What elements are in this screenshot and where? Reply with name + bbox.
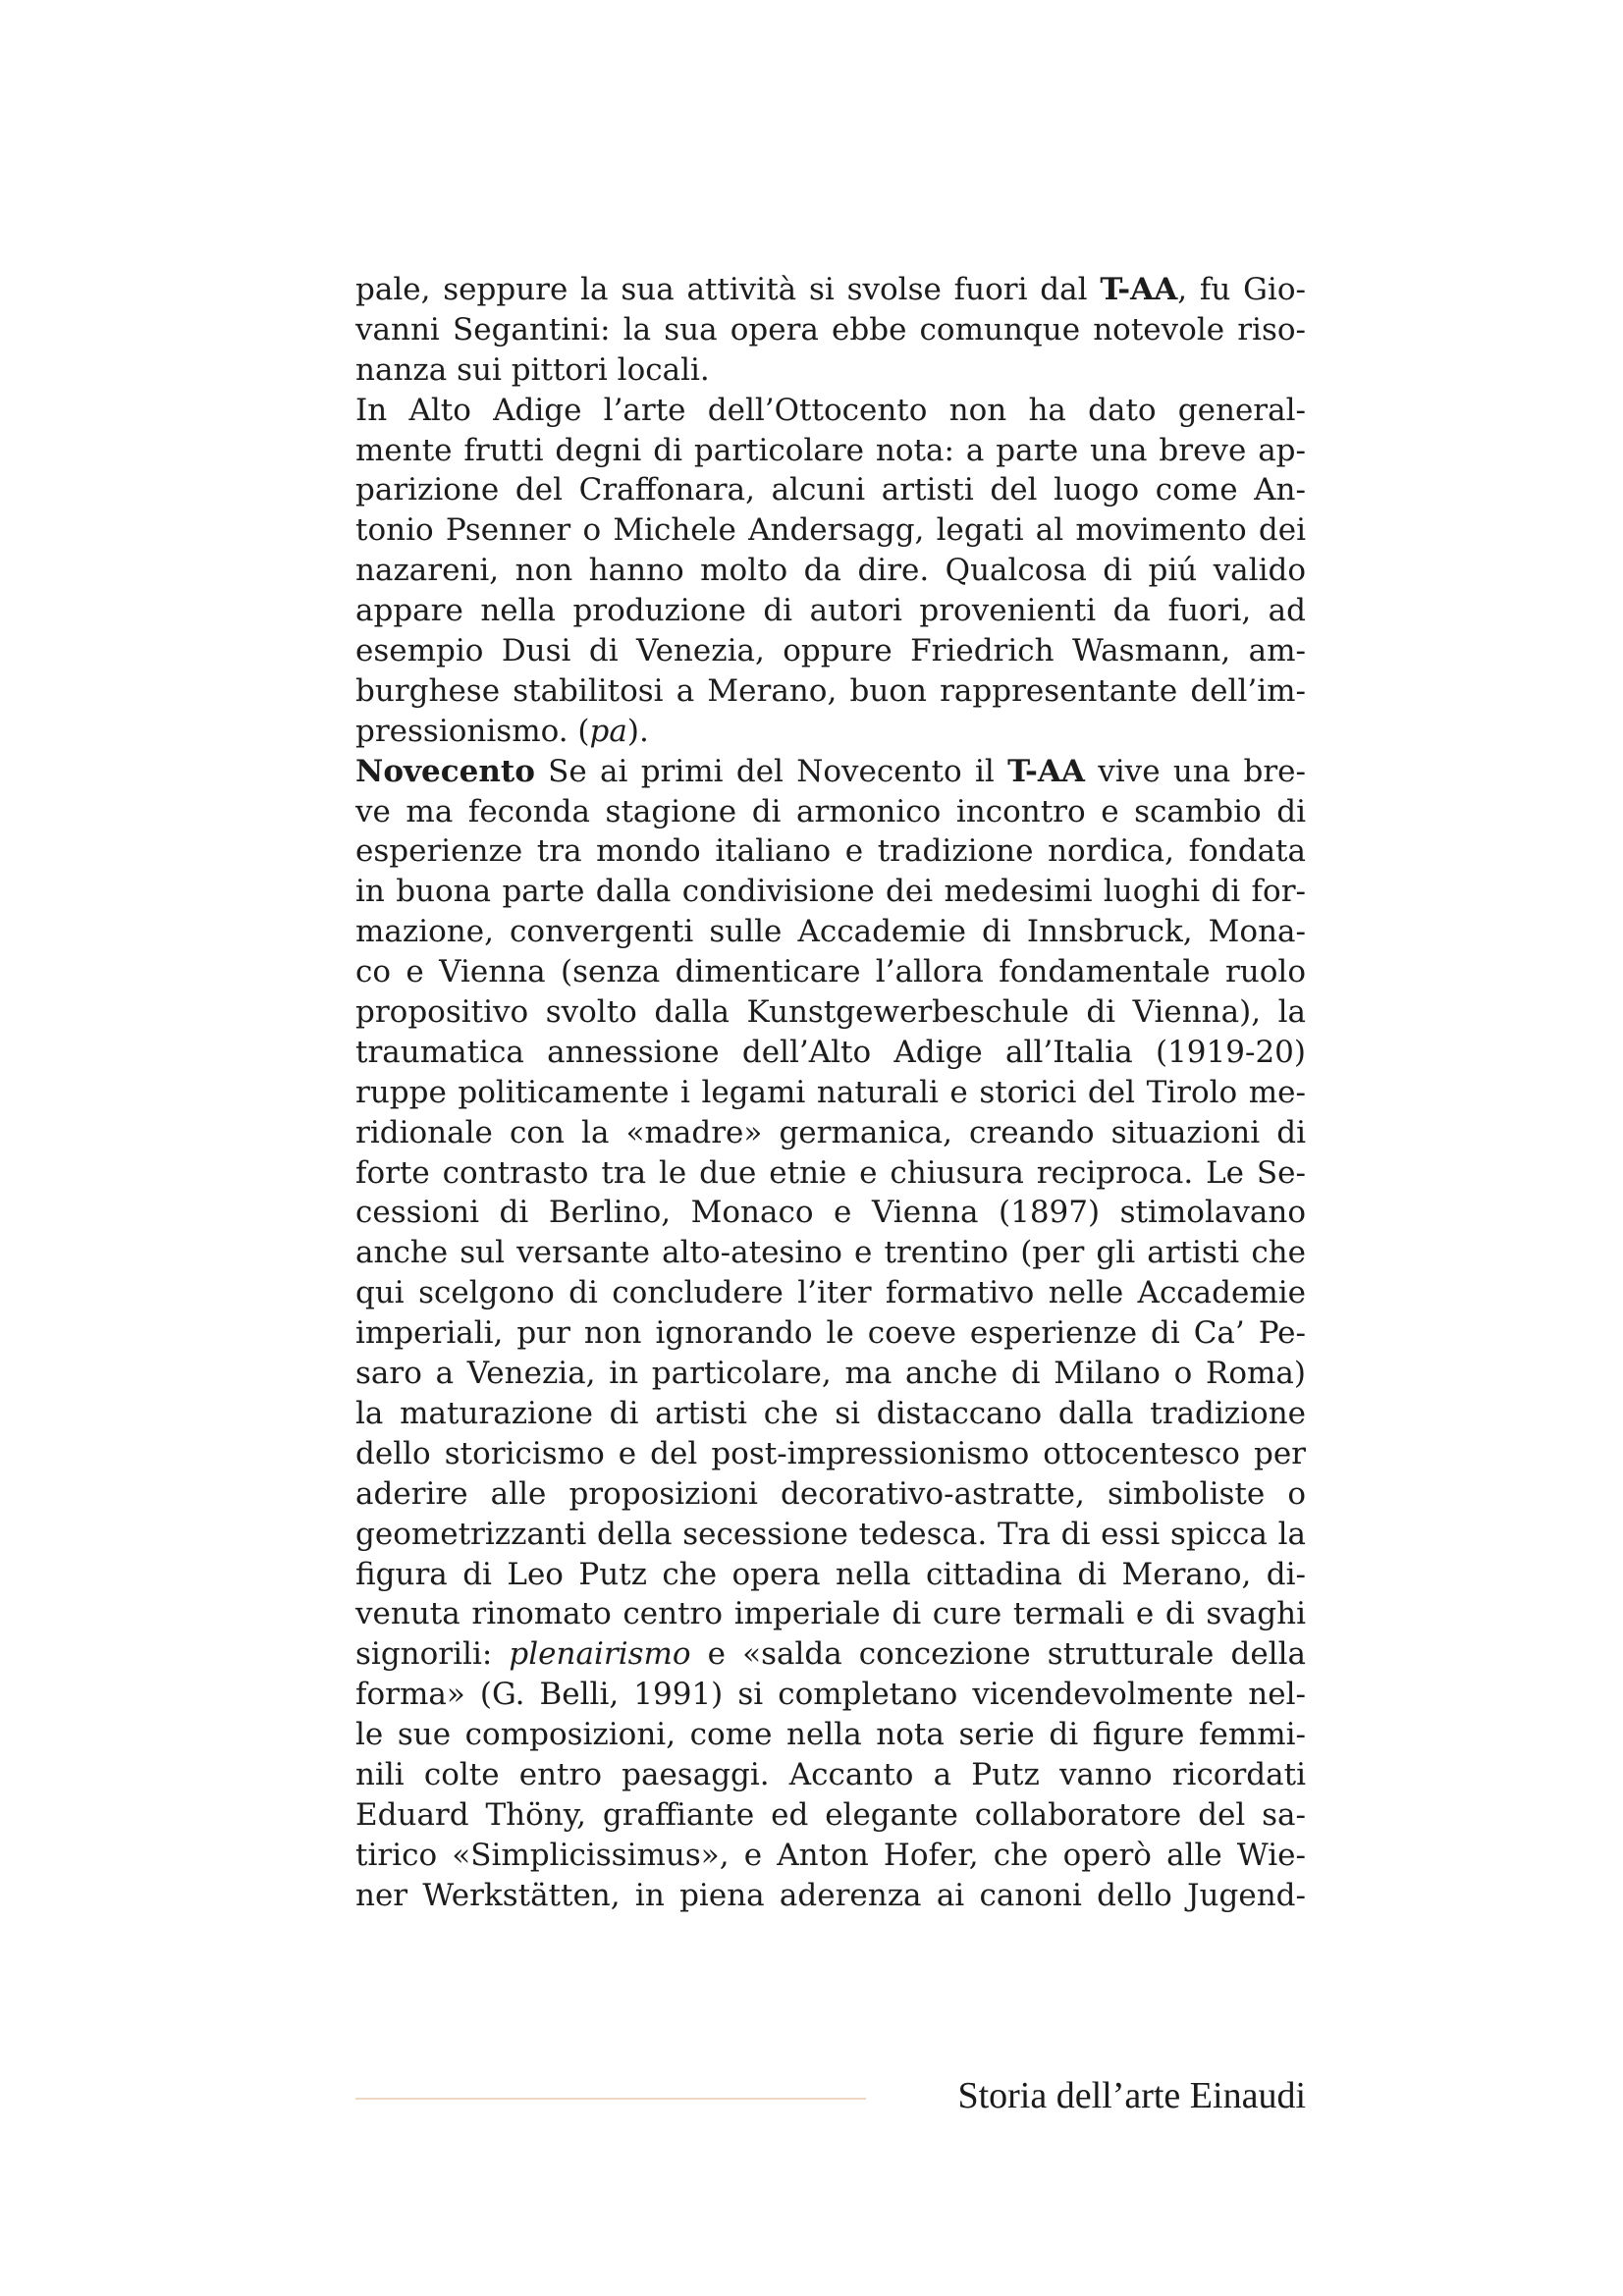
text-line [355, 1313, 1306, 1354]
text-span: , fu Gio- [1177, 272, 1306, 307]
text-span: Novecento [355, 753, 535, 789]
text-line [355, 1233, 1306, 1273]
text-line [355, 1073, 1306, 1113]
text-line [355, 1715, 1306, 1755]
text-span: aderire alle proposizioni decorativo-astratte, simboliste o [355, 1475, 1306, 1512]
text-line [355, 1675, 1306, 1715]
text-line [355, 551, 1306, 591]
text-line [355, 270, 1306, 310]
text-span: nanza sui pittori locali. [355, 351, 710, 388]
text-span: imperiali, pur non ignorando le coeve esperienze di Ca’ Pe- [355, 1315, 1306, 1352]
text-line [355, 1634, 1306, 1675]
text-span: Eduard Thöny, graffiante ed elegante collaboratore del sa- [355, 1796, 1306, 1833]
text-line [355, 792, 1306, 832]
text-line [355, 1876, 1306, 1916]
text-span: pa [589, 713, 627, 749]
text-line [355, 952, 1306, 992]
text-span: signorili: [355, 1636, 510, 1673]
text-span: T-AA [1007, 753, 1085, 789]
text-span: e «salda concezione strutturale della [690, 1636, 1306, 1673]
footer-rule [355, 2098, 866, 2100]
text-span: in buona parte dalla condivisione dei medesimi luoghi di for- [355, 874, 1306, 910]
text-span: Se ai primi del Novecento il [534, 753, 1008, 789]
text-span: figura di Leo Putz che opera nella cittadina di Merano, di- [355, 1556, 1306, 1592]
text-line [355, 1594, 1306, 1634]
text-line [355, 912, 1306, 952]
text-span: ). [626, 713, 649, 749]
text-span: mente frutti degni di particolare nota: a parte una breve ap- [355, 432, 1306, 468]
text-line [355, 1273, 1306, 1313]
footer-title: Storia dell’arte Einaudi [957, 2075, 1306, 2116]
text-line [355, 992, 1306, 1033]
text-span: ve ma feconda stagione di armonico incontro e scambio di [355, 793, 1306, 829]
text-span: vive una bre- [1084, 753, 1306, 789]
text-span: propositivo svolto dalla Kunstgewerbeschule di Vienna), la [355, 994, 1306, 1031]
text-span: qui scelgono di concludere l’iter formativo nelle Accademie [355, 1275, 1306, 1311]
text-span: burghese stabilitosi a Merano, buon rappresentante dell’im- [355, 672, 1306, 709]
text-line [355, 1515, 1306, 1555]
text-span: anche sul versante alto-atesino e trentino (per gli artisti che [355, 1235, 1306, 1271]
text-span: ruppe politicamente i legami naturali e storici del Tirolo me- [355, 1074, 1306, 1110]
text-line [355, 350, 1306, 391]
text-span: esempio Dusi di Venezia, oppure Friedrich Wasmann, am- [355, 633, 1306, 669]
text-span: ridionale con la «madre» germanica, creando situazioni di [355, 1114, 1306, 1150]
text-line [355, 1153, 1306, 1194]
text-span: forma» (G. Belli, 1991) si completano vicendevolmente nel- [355, 1677, 1306, 1713]
text-line [355, 1354, 1306, 1394]
text-span: geometrizzanti della secessione tedesca. Tra di essi spicca la [355, 1516, 1306, 1552]
text-span: plenairismo [509, 1636, 691, 1673]
text-line [355, 470, 1306, 510]
text-span: parizione del Craffonara, alcuni artisti del luogo come An- [355, 472, 1306, 508]
text-line [355, 1755, 1306, 1795]
text-line [355, 310, 1306, 350]
text-span: pale, seppure la sua attività si svolse fuori dal [355, 272, 1101, 307]
text-span: la maturazione di artisti che si distaccano dalla tradizione [355, 1395, 1306, 1431]
text-line [355, 752, 1306, 792]
text-line [355, 872, 1306, 912]
text-line [355, 391, 1306, 431]
text-span: vanni Segantini: la sua opera ebbe comunque notevole riso- [355, 311, 1306, 347]
text-span: pressionismo. ( [355, 713, 590, 749]
text-span: esperienze tra mondo italiano e tradizione nordica, fondata [355, 833, 1306, 870]
text-line [355, 1474, 1306, 1515]
text-line [355, 431, 1306, 471]
text-span: nili colte entro paesaggi. Accanto a Putz vanno ricordati [355, 1756, 1306, 1792]
text-line [355, 1795, 1306, 1836]
body-text [355, 270, 1306, 1916]
text-span: nazareni, non hanno molto da dire. Qualcosa di piú valido [355, 553, 1306, 589]
text-line [355, 671, 1306, 712]
text-line [355, 1394, 1306, 1434]
text-span: le sue composizioni, come nella nota serie di figure femmi- [355, 1717, 1306, 1753]
text-span: dello storicismo e del post-impressionismo ottocentesco per [355, 1435, 1306, 1471]
text-line [355, 591, 1306, 631]
text-line [355, 1113, 1306, 1153]
text-span: appare nella produzione di autori provenienti da fuori, ad [355, 593, 1306, 629]
text-span: saro a Venezia, in particolare, ma anche di Milano o Roma) [355, 1356, 1306, 1392]
text-span: tirico «Simplicissimus», e Anton Hofer, che operò alle Wie- [355, 1837, 1306, 1873]
text-span: mazione, convergenti sulle Accademie di Innsbruck, Mona- [355, 914, 1306, 950]
page-footer [355, 2071, 1306, 2120]
text-line [355, 1555, 1306, 1595]
text-line [355, 510, 1306, 551]
text-span: T-AA [1100, 272, 1178, 307]
text-line [355, 1033, 1306, 1073]
text-line [355, 712, 1306, 752]
text-span: forte contrasto tra le due etnie e chiusura reciproca. Le Se- [355, 1154, 1306, 1191]
text-line [355, 631, 1306, 671]
text-span: venuta rinomato centro imperiale di cure termali e di svaghi [355, 1596, 1306, 1632]
text-line [355, 1193, 1306, 1233]
text-span: In Alto Adige l’arte dell’Ottocento non ha dato general- [355, 392, 1306, 428]
text-span: ner Werkstätten, in piena aderenza ai canoni dello Jugend- [355, 1877, 1306, 1913]
text-line [355, 831, 1306, 872]
text-line [355, 1434, 1306, 1474]
text-span: tonio Psenner o Michele Andersagg, legati al movimento dei [355, 512, 1306, 549]
text-span: cessioni di Berlino, Monaco e Vienna (1897) stimolavano [355, 1195, 1306, 1231]
text-span: traumatica annessione dell’Alto Adige all’Italia (1919-20) [355, 1034, 1306, 1070]
text-line [355, 1836, 1306, 1876]
text-span: co e Vienna (senza dimenticare l’allora fondamentale ruolo [355, 954, 1306, 990]
